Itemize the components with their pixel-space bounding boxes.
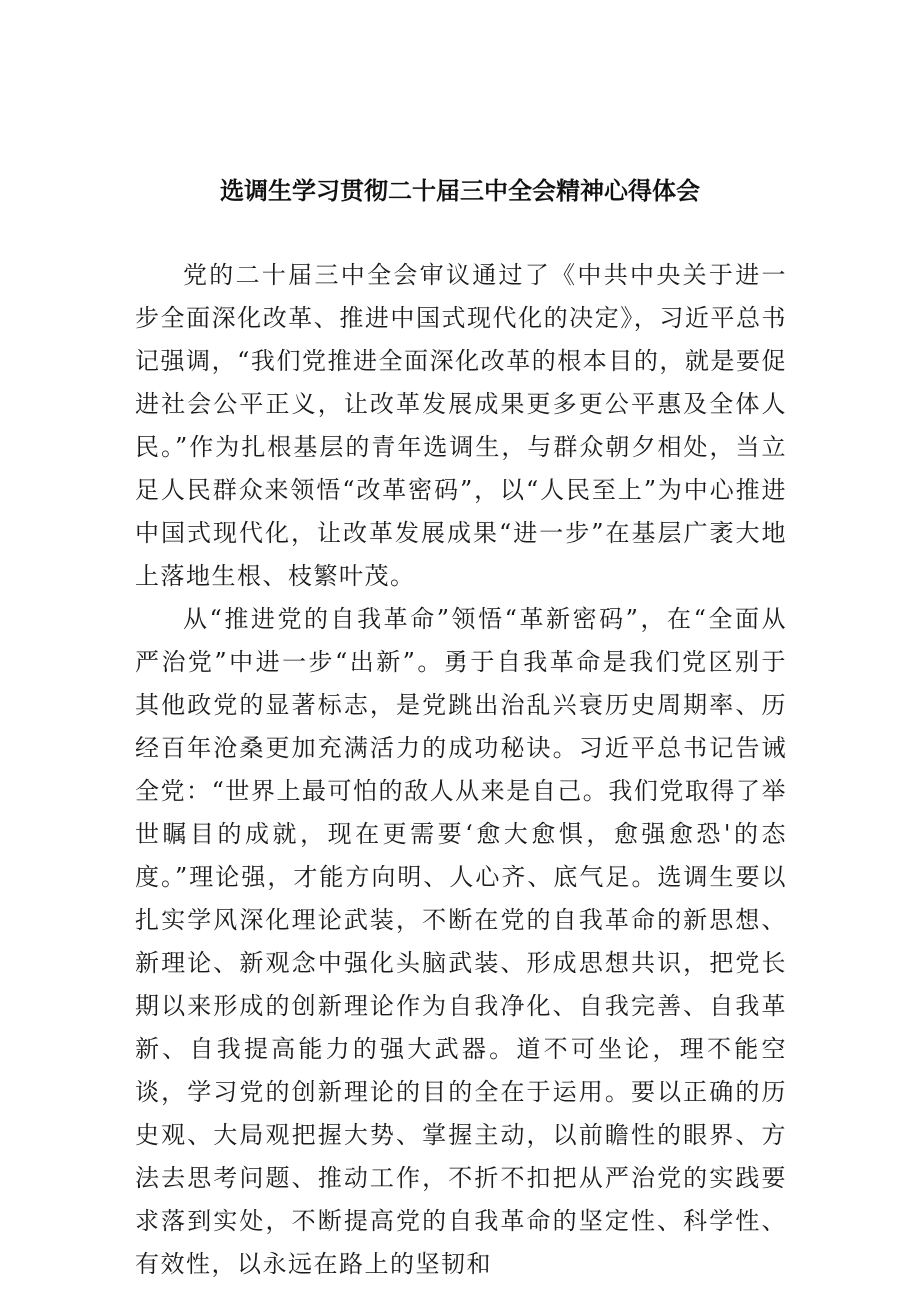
- document-title: 选调生学习贯彻二十届三中全会精神心得体会: [220, 177, 700, 205]
- paragraph-1: 党的二十届三中全会审议通过了《中共中央关于进一步全面深化改革、推进中国式现代化的决定》，习近平总书记强调，“我们党推进全面深化改革的根本目的，就是要促进社会公平正义，让改革发展成果更多更公平惠及全体人民。”作为扎根基层的青年选调生，与群众朝夕相处，当立足人民群众来领悟“改革密码”，以“人民至上”为中心推进中国式现代化，让改革发展成果“进一步”在基层广袤大地上落地生根、枝繁叶茂。: [135, 261, 787, 590]
- document-body: [135, 254, 787, 1286]
- paragraph-2: 从“推进党的自我革命”领悟“革新密码”，在“全面从严治党”中进一步“出新”。勇于自我革命是我们党区别于其他政党的显著标志，是党跳出治乱兴衰历史周期率、历经百年沧桑更加充满活力的成功秘诀。习近平总书记告诫全党：“世界上最可怕的敌人从来是自己。我们党取得了举世瞩目的成就，现在更需要‘愈大愈惧，愈强愈恐'的态度。”理论强，才能方向明、人心齐、底气足。选调生要以扎实学风深化理论武装，不断在党的自我革命的新思想、新理论、新观念中强化头脑武装、形成思想共识，把党长期以来形成的创新理论作为自我净化、自我完善、自我革新、自我提高能力的强大武器。道不可坐论，理不能空谈，学习党的创新理论的目的全在于运用。要以正确的历史观、大局观把握大势、掌握主动，以前瞻性的眼界、方法去思考问题、推动工作，不折不扣把从严治党的实践要求落到实处，不断提高党的自我革命的坚定性、科学性、有效性，以永远在路上的坚韧和: [135, 605, 787, 1278]
